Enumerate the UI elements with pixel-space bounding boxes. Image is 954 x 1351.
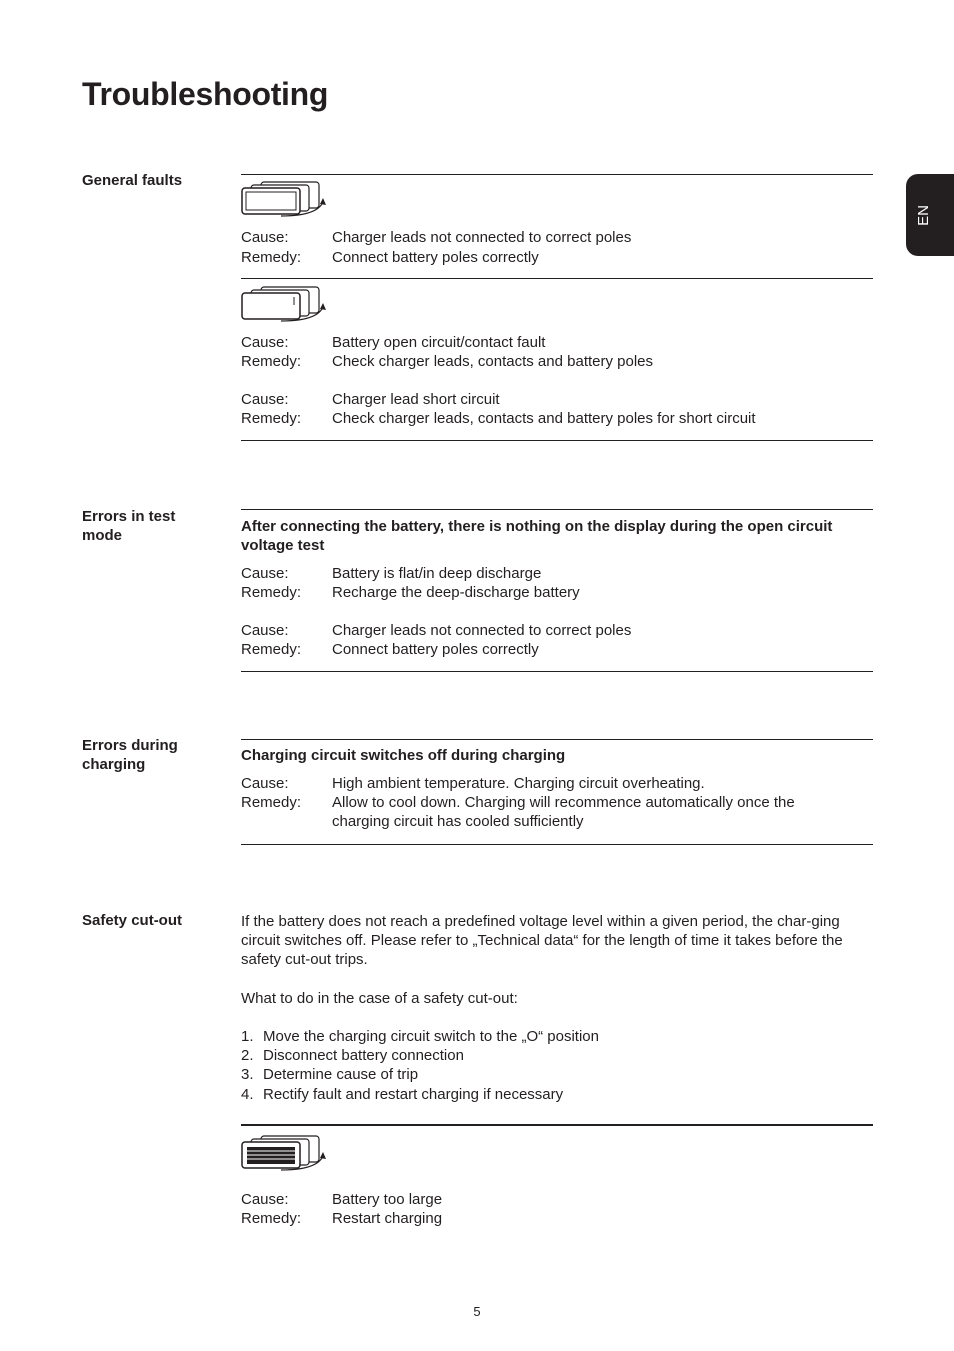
cause-text: High ambient temperature. Charging circuit overheating.	[332, 775, 705, 792]
cause-label: Cause:	[241, 622, 289, 639]
divider	[241, 440, 873, 441]
cause-text: Charger lead short circuit	[332, 391, 500, 408]
divider	[241, 278, 873, 279]
section-heading-test-mode: Errors in test mode	[82, 508, 176, 544]
subheading: Charging circuit switches off during charging	[241, 747, 566, 764]
remedy-text: Recharge the deep-discharge battery	[332, 584, 580, 601]
remedy-label: Remedy:	[241, 353, 302, 370]
cause-text: Battery too large	[332, 1191, 443, 1208]
step-text: Move the charging circuit switch to the „O“ position	[263, 1028, 599, 1045]
cause-text: Battery is flat/in deep discharge	[332, 565, 542, 582]
cause-label: Cause:	[241, 565, 289, 582]
language-tab-label: EN	[914, 204, 932, 226]
divider	[241, 1124, 873, 1126]
battery-display-open-circuit-icon	[241, 285, 329, 323]
step-number: 2.	[241, 1047, 254, 1064]
remedy-text: Allow to cool down. Charging will recommence automatically once the charging circuit has cooled sufficiently	[332, 794, 795, 830]
remedy-text: Check charger leads, contacts and battery poles	[332, 353, 654, 370]
battery-display-icon	[241, 180, 329, 218]
cause-text: Charger leads not connected to correct poles	[332, 622, 632, 639]
step-text: Disconnect battery connection	[263, 1047, 464, 1064]
divider	[241, 739, 873, 740]
page-number: 5	[473, 1304, 481, 1319]
page-title: Troubleshooting	[82, 76, 329, 112]
cause-text: Battery open circuit/contact fault	[332, 334, 546, 351]
cause-label: Cause:	[241, 1191, 289, 1208]
remedy-text: Restart charging	[332, 1210, 443, 1227]
step-number: 4.	[241, 1086, 254, 1103]
language-tab	[906, 174, 954, 256]
divider	[241, 844, 873, 845]
remedy-text: Connect battery poles correctly	[332, 249, 539, 266]
step-text: Determine cause of trip	[263, 1066, 419, 1083]
remedy-label: Remedy:	[241, 249, 302, 266]
cause-text: Charger leads not connected to correct poles	[332, 229, 632, 246]
cause-label: Cause:	[241, 229, 289, 246]
step-number: 1.	[241, 1028, 254, 1045]
safety-intro: What to do in the case of a safety cut-out:	[241, 990, 518, 1007]
remedy-text: Connect battery poles correctly	[332, 641, 539, 658]
remedy-label: Remedy:	[241, 794, 302, 811]
section-heading-general-faults: General faults	[82, 172, 183, 189]
section-heading-charging: Errors during charging	[82, 737, 178, 773]
step-text: Rectify fault and restart charging if necessary	[263, 1086, 564, 1103]
step-number: 3.	[241, 1066, 254, 1083]
cause-label: Cause:	[241, 334, 289, 351]
divider	[241, 671, 873, 672]
subheading: After connecting the battery, there is nothing on the display during the open circuit voltage test	[241, 518, 833, 554]
remedy-label: Remedy:	[241, 410, 302, 427]
section-heading-safety-cut-out: Safety cut-out	[82, 912, 183, 929]
safety-paragraph: If the battery does not reach a predefined voltage level within a given period, the char-ging circuit switches off. Please refer to „Technical data“ for the length of time it takes before the safety cut-out trips.	[241, 913, 843, 968]
remedy-label: Remedy:	[241, 1210, 302, 1227]
cause-label: Cause:	[241, 391, 289, 408]
divider	[241, 509, 873, 510]
battery-display-full-icon	[241, 1134, 329, 1172]
remedy-label: Remedy:	[241, 641, 302, 658]
remedy-text: Check charger leads, contacts and battery poles for short circuit	[332, 410, 756, 427]
remedy-label: Remedy:	[241, 584, 302, 601]
cause-label: Cause:	[241, 775, 289, 792]
divider	[241, 174, 873, 175]
